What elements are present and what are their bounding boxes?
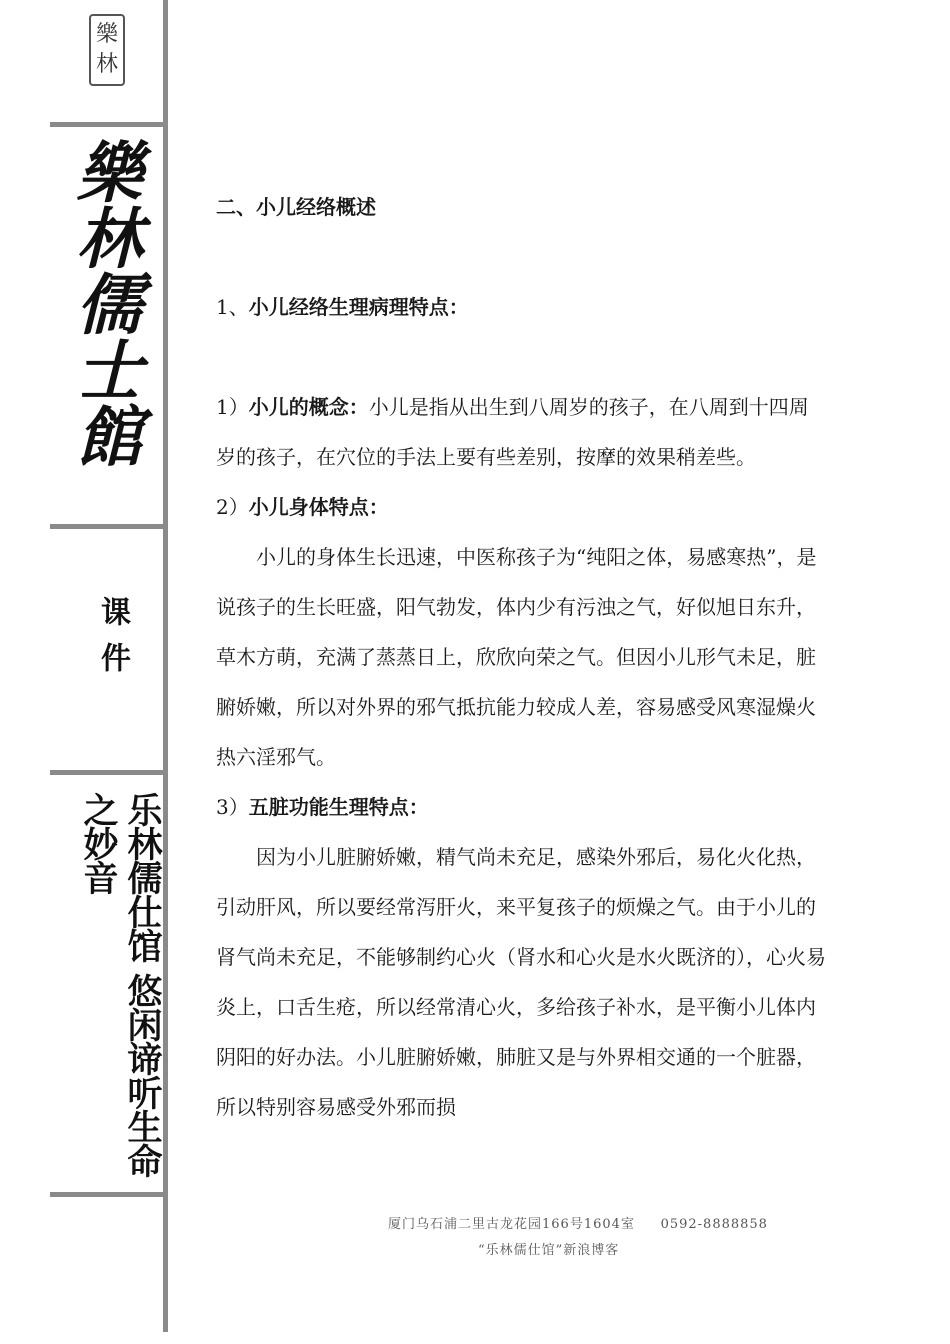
sidebar-rule-2 <box>50 524 165 529</box>
slogan: 乐林儒仕馆 悠闲谛听生命之妙音 <box>78 792 163 1178</box>
paragraph-body-traits: 小儿的身体生长迅速，中医称孩子为“纯阳之体，易感寒热”，是说孩子的生长旺盛，阳气勃发，体内少有污浊之气，好似旭日东升，草木方萌，充满了蒸蒸日上，欣欣向荣之气。但因小儿形气未足，脏腑娇嫩，所以对外界的邪气抵抗能力较成人差，容易感受风寒湿燥火热六淫邪气。 <box>216 545 817 769</box>
footer-phone: 0592-8888858 <box>660 1217 768 1232</box>
sidebar-rule-4 <box>50 1192 165 1197</box>
paragraph-concept <box>216 382 828 482</box>
paragraph-organ-traits: 因为小儿脏腑娇嫩，精气尚未充足，感染外邪后，易化火化热，引动肝风，所以要经常泻肝火，来平复孩子的烦燥之气。由于小儿的肾气尚未充足，不能够制约心火（肾水和心火是水火既济的），心火易炎上，口舌生疮，所以经常清心火，多给孩子补水，是平衡小儿体内阴阳的好办法。小儿脏腑娇嫩，肺脏又是与外界相交通的一个脏器，所以特别容易感受外邪而损 <box>216 845 826 1119</box>
footer-blog: “乐林儒仕馆”新浪博客 <box>478 1243 620 1258</box>
seal-char: 林 <box>95 52 118 77</box>
sidebar-rule-1 <box>50 122 165 127</box>
seal-char: 樂 <box>95 22 118 47</box>
document-body <box>216 182 828 1132</box>
item-number: 2） <box>216 495 249 519</box>
courseware-label: 课件 <box>95 596 130 688</box>
subsection-number: 1、 <box>216 295 249 319</box>
subsection-title <box>216 282 828 332</box>
item-label: 小儿身体特点： <box>248 495 389 519</box>
heading-organ-traits <box>216 782 828 832</box>
item-number: 1） <box>216 395 249 419</box>
sidebar-rule-3 <box>50 770 165 775</box>
item-number: 3） <box>216 795 249 819</box>
page-footer <box>388 1212 768 1264</box>
section-title: 二、小儿经络概述 <box>216 195 376 219</box>
item-label: 小儿的概念： <box>248 395 369 419</box>
subsection-label: 小儿经络生理病理特点： <box>248 295 469 319</box>
heading-body-traits <box>216 482 828 532</box>
brand-calligraphy: 樂林儒士館 <box>65 138 143 468</box>
item-label: 五脏功能生理特点： <box>248 795 429 819</box>
item-text: 小儿是指从出生到八周岁的孩子，在八周到十四周岁的孩子，在穴位的手法上要有些差别，按摩的效果稍差些。 <box>216 395 809 469</box>
footer-address: 厦门乌石浦二里古龙花园166号1604室 <box>388 1217 635 1232</box>
seal-logo <box>89 14 125 86</box>
